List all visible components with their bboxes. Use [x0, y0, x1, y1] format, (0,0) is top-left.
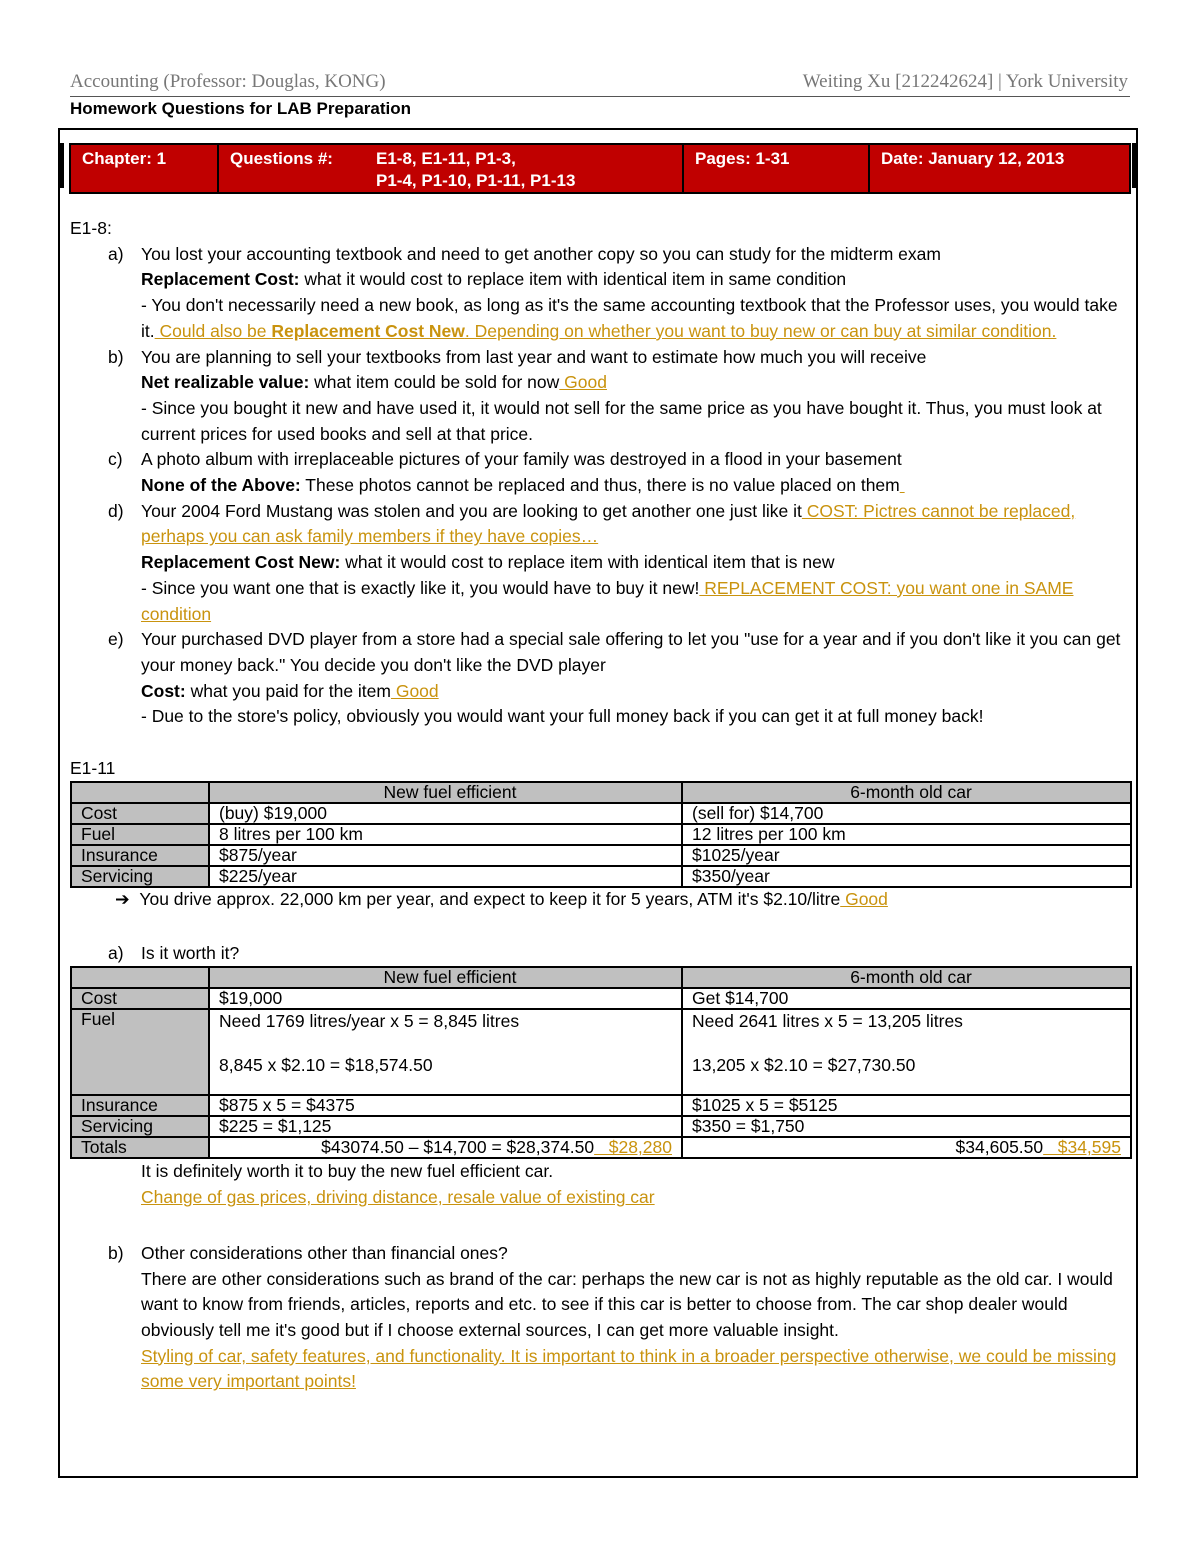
- explanation: - Since you bought it new and have used it, it would not sell for the same price as you have bought it. Thus, you must look at current prices for used books and sell at that price.: [141, 397, 1102, 444]
- feedback: Change of gas prices, driving distance, resale value of existing car: [141, 1187, 655, 1208]
- header-author: Weiting Xu [212242624] | York University: [802, 71, 1128, 92]
- item-label: a): [108, 942, 124, 963]
- arrow-icon: ➔: [115, 888, 130, 909]
- header-course: Accounting (Professor: Douglas, KONG): [70, 71, 386, 92]
- answer-text: It is definitely worth it to buy the new fuel efficient car.: [141, 1161, 554, 1182]
- document-title: Homework Questions for LAB Preparation: [70, 99, 411, 118]
- questions-cell: [218, 144, 683, 193]
- table-row: Fuel 8 litres per 100 km 12 litres per 100 km: [71, 824, 1131, 845]
- e1-11-item-b: [70, 1241, 1130, 1395]
- term: Replacement Cost New:: [141, 552, 341, 573]
- assumption-note: [70, 888, 1130, 911]
- explanation: - Due to the store's policy, obviously you would want your full money back if you can get it at full money back!: [141, 706, 984, 727]
- answer-text: There are other considerations such as brand of the car: perhaps the new car is not as highly reputable as the old car. I would want to know from friends, articles, reports and etc. to see if this car is better to choose from. The car shop dealer would obviously tell me it's good but if I choose external sources, I can get more valuable insight.: [141, 1268, 1113, 1340]
- pages-cell: Pages: 1-31: [683, 144, 869, 193]
- table-row: Cost $19,000 Get $14,700: [71, 988, 1131, 1009]
- definition: These photos cannot be replaced and thus, there is no value placed on them: [300, 475, 900, 496]
- table-row: Insurance $875/year $1025/year: [71, 845, 1131, 866]
- chapter-cell: Chapter: 1: [70, 144, 218, 193]
- explanation: - Since you want one that is exactly like it, you would have to buy it new!: [141, 577, 700, 598]
- definition: what it would cost to replace item with identical item in same condition: [299, 269, 847, 290]
- car-comparison-table: [70, 781, 1132, 888]
- term: Replacement Cost:: [141, 269, 300, 290]
- e1-8-heading: E1-8:: [70, 218, 112, 238]
- feedback: $28,280: [594, 1137, 672, 1158]
- item-label: d): [108, 500, 124, 521]
- e1-8-item-d: [70, 499, 1130, 628]
- questions-line-1: E1-8, E1-11, P1-3,: [376, 149, 516, 168]
- item-label: e): [108, 629, 124, 650]
- feedback: [900, 475, 905, 495]
- header-rule: [70, 96, 1130, 97]
- table-header-row: [71, 782, 1131, 803]
- question-text: Your 2004 Ford Mustang was stolen and you are looking to get another one just like it: [141, 500, 802, 521]
- feedback: COST: Pictres cannot be replaced, perhaps you can ask family members if they have copies…: [141, 500, 1076, 547]
- feedback: Good: [390, 680, 439, 701]
- questions-line-2: P1-4, P1-10, P1-11, P1-13: [376, 171, 576, 190]
- question-text: Other considerations other than financial ones?: [141, 1242, 508, 1263]
- question-text: Is it worth it?: [141, 942, 240, 963]
- feedback: Good: [559, 372, 607, 393]
- feedback: REPLACEMENT COST: you want one in SAME condition: [141, 577, 1074, 624]
- e1-8-item-a: [70, 242, 1130, 345]
- column-header-old: 6-month old car: [682, 782, 1131, 803]
- e1-8-item-b: [70, 345, 1130, 448]
- item-label: c): [108, 449, 123, 470]
- table-row: Servicing $225 = $1,125 $350 = $1,750: [71, 1116, 1131, 1137]
- item-label: a): [108, 243, 124, 264]
- term: Cost:: [141, 680, 186, 701]
- date-cell: Date: January 12, 2013: [869, 144, 1130, 193]
- item-label: b): [108, 346, 124, 367]
- definition: what you paid for the item: [185, 680, 391, 701]
- question-text: A photo album with irreplaceable pictures of your family was destroyed in a flood in your basement: [141, 449, 902, 470]
- question-text: You lost your accounting textbook and need to get another copy so you can study for the midterm exam: [141, 243, 941, 264]
- main-content: [70, 216, 1130, 1395]
- table-row: Cost (buy) $19,000 (sell for) $14,700: [71, 803, 1131, 824]
- note-text: You drive approx. 22,000 km per year, and expect to keep it for 5 years, ATM it's $2.10/litre: [139, 888, 841, 909]
- term: Net realizable value:: [141, 372, 310, 393]
- question-text: Your purchased DVD player from a store had a special sale offering to let you "use for a year and if you don't like it you can get your money back." You decide you don't like the DVD player: [141, 629, 1121, 675]
- table-row: Servicing $225/year $350/year: [71, 866, 1131, 887]
- question-text: You are planning to sell your textbooks from last year and want to estimate how much you will receive: [141, 346, 927, 367]
- cost-analysis-table: [70, 966, 1132, 1159]
- left-margin-bar: [58, 143, 64, 188]
- feedback: Good: [840, 888, 888, 909]
- item-label: b): [108, 1242, 124, 1263]
- definition: what it would cost to replace item with identical item that is new: [340, 552, 835, 573]
- e1-8-item-e: [70, 627, 1130, 730]
- right-margin-bar: [1132, 143, 1138, 188]
- feedback: Styling of car, safety features, and functionality. It is important to think in a broader perspective otherwise, we could be missing some very important points!: [141, 1345, 1117, 1392]
- table-row: Insurance $875 x 5 = $4375 $1025 x 5 = $5125: [71, 1095, 1131, 1116]
- questions-label: Questions #:: [230, 149, 333, 168]
- table-header-row: New fuel efficient 6-month old car: [71, 967, 1131, 988]
- table-row: Fuel Need 1769 litres/year x 5 = 8,845 litres 8,845 x $2.10 = $18,574.50 Need 2641 litres x 5 = 13,205 litres 13,205 x $2.10 = $27,730.50: [71, 1009, 1131, 1095]
- definition: what item could be sold for now: [309, 372, 560, 393]
- e1-8-item-c: [70, 447, 1130, 498]
- explanation: - You don't necessarily need a new book, as long as it's the same accounting textbook that the Professor uses, you would take it.: [141, 295, 1118, 341]
- totals-row: Totals $43074.50 – $14,700 = $28,374.50 $28,280 $34,605.50 $34,595: [71, 1137, 1131, 1158]
- chapter-info-bar: [69, 143, 1131, 194]
- e1-11-heading: E1-11: [70, 758, 116, 779]
- feedback: $34,595: [1043, 1137, 1121, 1158]
- column-header-new: New fuel efficient: [209, 782, 682, 803]
- feedback: Could also be Replacement Cost New. Depending on whether you want to buy new or can buy at similar condition.: [154, 320, 1057, 341]
- e1-11-item-a: [70, 941, 1130, 967]
- term: None of the Above:: [141, 475, 301, 496]
